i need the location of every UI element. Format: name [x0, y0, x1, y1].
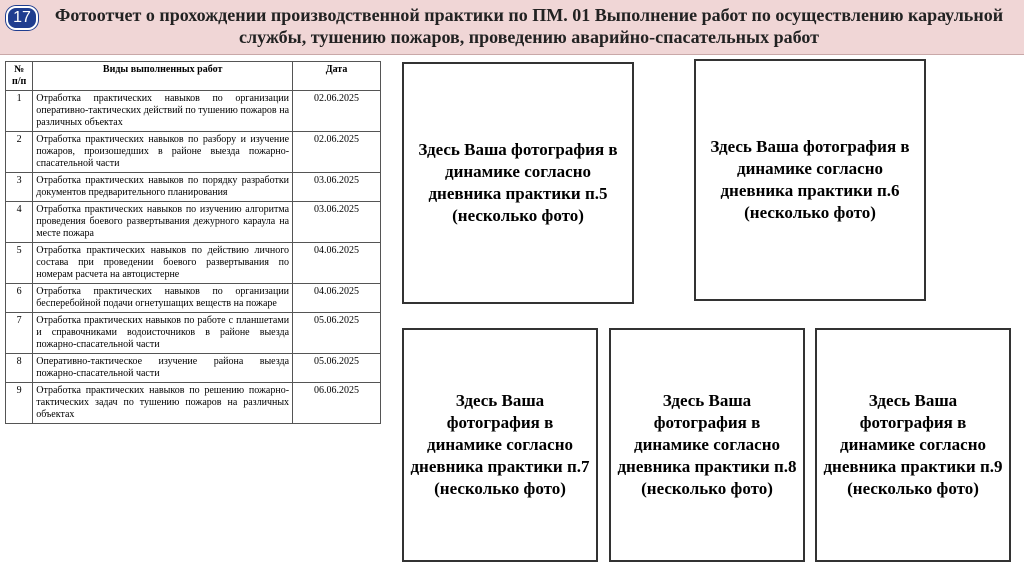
photo-placeholder-p5 — [402, 62, 634, 304]
row-date: 02.06.2025 — [293, 132, 381, 173]
table-row — [6, 202, 381, 243]
photo-placeholder-p7 — [402, 328, 598, 562]
row-num: 7 — [6, 313, 33, 354]
row-date: 05.06.2025 — [293, 354, 381, 383]
row-num: 5 — [6, 243, 33, 284]
slide-number-badge: 17 — [6, 6, 38, 30]
table-row — [6, 354, 381, 383]
row-work: Отработка практических навыков по организации бесперебойной подачи огнетушащих веществ на пожаре — [33, 284, 293, 313]
table-row — [6, 173, 381, 202]
works-table — [5, 61, 381, 424]
row-num: 4 — [6, 202, 33, 243]
header-bar — [0, 0, 1024, 55]
row-work: Отработка практических навыков по действию личного состава при проведении боевого развертывания по номерам расчета на автоцистерне — [33, 243, 293, 284]
row-work: Оперативно-тактическое изучение района выезда пожарно-спасательной части — [33, 354, 293, 383]
row-date: 06.06.2025 — [293, 383, 381, 424]
table-row — [6, 313, 381, 354]
photo-placeholder-p6 — [694, 59, 926, 301]
table-header-row — [6, 62, 381, 91]
row-date: 04.06.2025 — [293, 284, 381, 313]
row-work: Отработка практических навыков по разбору и изучение пожаров, произошедших в районе выезда пожарно-спасательной части — [33, 132, 293, 173]
row-num: 8 — [6, 354, 33, 383]
photo-placeholder-p8 — [609, 328, 805, 562]
photo-placeholder-p9 — [815, 328, 1011, 562]
row-date: 03.06.2025 — [293, 202, 381, 243]
row-work: Отработка практических навыков по решению пожарно-тактических задач по тушению пожаров на различных объектах — [33, 383, 293, 424]
table-row — [6, 383, 381, 424]
row-num: 6 — [6, 284, 33, 313]
row-work: Отработка практических навыков по организации оперативно-тактических действий по тушению пожаров на различных объектах — [33, 91, 293, 132]
row-date: 03.06.2025 — [293, 173, 381, 202]
table-row — [6, 284, 381, 313]
row-num: 3 — [6, 173, 33, 202]
header-date: Дата — [293, 62, 381, 91]
photo-p9-text: Здесь Ваша фотография в динамике согласно дневника практики п.9 (несколько фото) — [823, 391, 1003, 498]
photo-p7-text: Здесь Ваша фотография в динамике согласно дневника практики п.7 (несколько фото) — [410, 391, 590, 498]
page-title: Фотоотчет о прохождении производственной практики по ПМ. 01 Выполнение работ по осуществлению караульной службы, тушению пожаров, проведению аварийно-спасательных работ — [54, 5, 1004, 47]
table-row — [6, 91, 381, 132]
photo-p8-text: Здесь Ваша фотография в динамике согласно дневника практики п.8 (несколько фото) — [617, 391, 797, 498]
row-num: 2 — [6, 132, 33, 173]
row-work: Отработка практических навыков по изучению алгоритма проведения боевого развертывания дежурного караула на месте пожара — [33, 202, 293, 243]
row-num: 9 — [6, 383, 33, 424]
table-row — [6, 243, 381, 284]
table-row — [6, 132, 381, 173]
header-num: № п/п — [6, 62, 33, 91]
row-num: 1 — [6, 91, 33, 132]
header-work: Виды выполненных работ — [33, 62, 293, 91]
photo-p6-text: Здесь Ваша фотография в динамике согласно дневника практики п.6 (несколько фото) — [710, 137, 910, 222]
row-date: 05.06.2025 — [293, 313, 381, 354]
photo-p5-text: Здесь Ваша фотография в динамике согласно дневника практики п.5 (несколько фото) — [418, 140, 618, 225]
row-date: 02.06.2025 — [293, 91, 381, 132]
row-work: Отработка практических навыков по работе с планшетами и справочниками водоисточников в районе выезда пожарно-спасательной части — [33, 313, 293, 354]
row-work: Отработка практических навыков по порядку разработки документов предварительного планирования — [33, 173, 293, 202]
row-date: 04.06.2025 — [293, 243, 381, 284]
